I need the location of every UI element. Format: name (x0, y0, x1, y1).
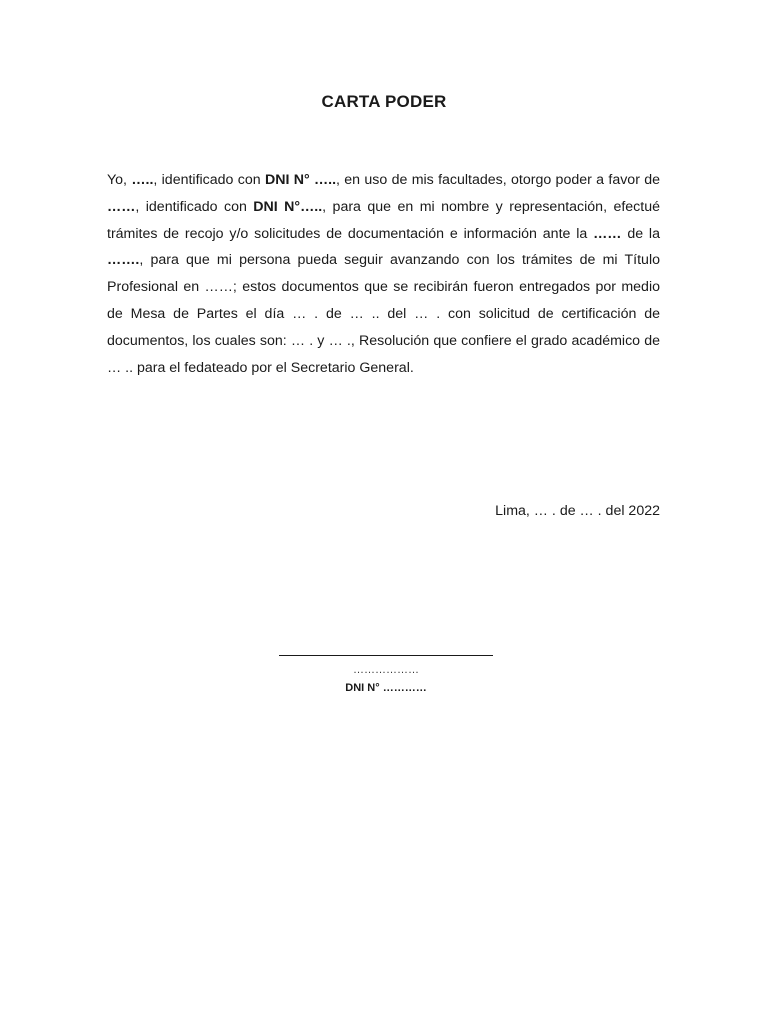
paragraph-text: , para que mi persona pueda seguir avanzando con los trámites de mi Título Profesional en ……; estos documentos que se recibirán fueron entregados por medio de Mesa de Partes el día … . de … .. del … . con solicitud de certificación de documentos, los cuales son: … . y … ., Resolución que confiere el grado académico de … .. para el fedateado por el Secretario General. (107, 252, 660, 376)
placeholder-bold-text: …… (593, 225, 622, 242)
paragraph-text: de la (621, 225, 660, 242)
placeholder-bold-text: DNI N° ….. (264, 172, 337, 188)
placeholder-bold-text: ……. (107, 252, 140, 269)
paragraph-text: , en uso de mis facultades, otorgo poder a favor de (336, 172, 661, 188)
date-line: Lima, … . de … . del 2022 (495, 503, 660, 519)
signature-dni: DNI N° ………… (345, 682, 427, 694)
paragraph-text: , identificado con (153, 172, 265, 188)
signature-line (279, 655, 493, 656)
paragraph-text: , para que en mi nombre y representación, efectué trámites de recojo y/o solicitudes de documentación e información ante la (107, 198, 660, 242)
document-title: CARTA PODER (321, 92, 447, 111)
paragraph-text: , identificado con (135, 198, 254, 215)
placeholder-bold-text: ….. (131, 172, 154, 188)
body-paragraph (107, 167, 660, 381)
placeholder-bold-text: DNI N°….. (253, 198, 323, 215)
placeholder-bold-text: …… (107, 198, 136, 215)
signature-name-placeholder: ……………… (353, 664, 419, 676)
paragraph-text: Yo, (107, 172, 132, 188)
